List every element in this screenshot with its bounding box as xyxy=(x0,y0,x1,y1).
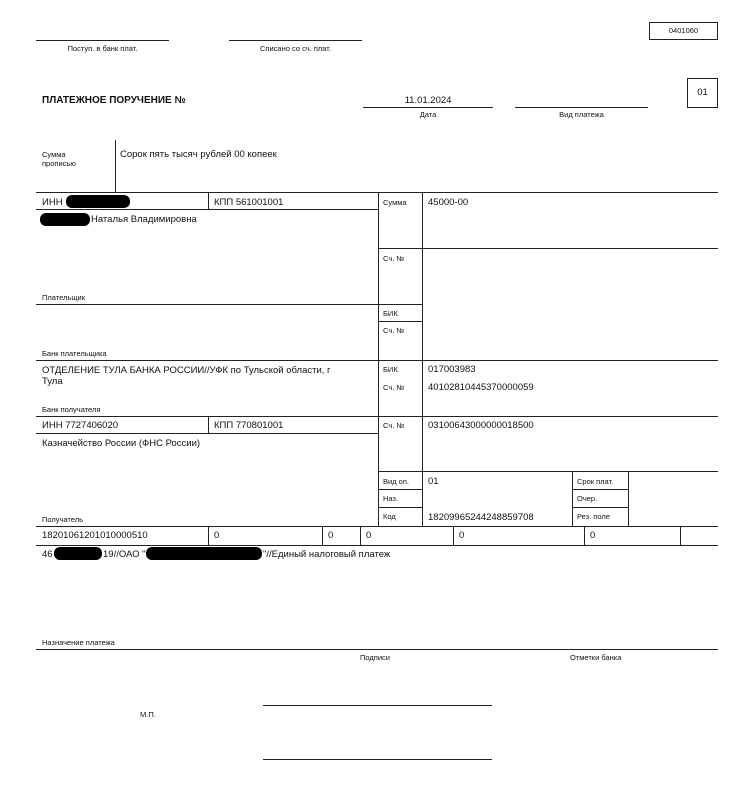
recipient-bank-corr-account: 40102810445370000059 xyxy=(428,382,534,393)
grid-line xyxy=(208,526,209,545)
grid-line xyxy=(628,471,629,526)
op-type-value: 01 xyxy=(428,476,439,487)
redacted-purpose-1 xyxy=(54,547,102,560)
payer-section-label: Плательщик xyxy=(42,293,85,302)
recipient-bank-name-2: Тула xyxy=(42,376,63,387)
amount-value: 45000-00 xyxy=(428,197,469,208)
grid-line xyxy=(378,489,422,490)
stamp-label: М.П. xyxy=(140,710,156,719)
payer-kpp: КПП 561001001 xyxy=(214,197,284,208)
date-label: Дата xyxy=(419,110,437,119)
grid-line xyxy=(36,304,422,305)
grid-line xyxy=(572,489,628,490)
grid-line xyxy=(36,526,718,527)
grid-line xyxy=(36,433,378,434)
recipient-label: Получатель xyxy=(42,515,83,524)
code-value: 18209965244248859708 xyxy=(428,512,534,523)
grid-line xyxy=(36,649,718,650)
recipient-bank-label: Банк получателя xyxy=(42,405,101,414)
grid-line xyxy=(572,471,573,526)
grid-line xyxy=(422,192,423,526)
status-code: 01 xyxy=(697,87,708,98)
recipient-account: 03100643000000018500 xyxy=(428,420,534,431)
grid-line xyxy=(584,526,585,545)
amount-words-label-1: Сумма xyxy=(42,150,66,159)
op-type-label: Вид оп. xyxy=(383,477,409,486)
recipient-bank-account-label: Сч. № xyxy=(383,383,405,392)
tax-field-basis: 0 xyxy=(328,530,334,541)
payer-bank-label: Банк плательщика xyxy=(42,349,107,358)
grid-line xyxy=(36,360,718,361)
redacted-payer-surname xyxy=(40,213,90,226)
signature-line-2 xyxy=(263,759,492,760)
payer-inn-label: ИНН xyxy=(42,197,63,208)
recipient-bank-name-1: ОТДЕЛЕНИЕ ТУЛА БАНКА РОССИИ//УФК по Тульской области, г xyxy=(42,365,331,376)
purpose-code-label: Наз. xyxy=(383,494,399,503)
amount-words-divider xyxy=(115,140,116,192)
grid-line xyxy=(572,507,628,508)
payer-name: Наталья Владимировна xyxy=(91,214,197,225)
grid-line xyxy=(378,248,718,249)
tax-field-kbk: 18201061201010000510 xyxy=(42,530,148,541)
tax-field-period: 0 xyxy=(366,530,372,541)
grid-line xyxy=(453,526,454,545)
payment-type-label: Вид платежа xyxy=(559,110,604,119)
recipient-name: Казначейство России (ФНС России) xyxy=(42,438,201,449)
date-line xyxy=(363,107,493,108)
tax-field-doc-no: 0 xyxy=(459,530,465,541)
order-label: Очер. xyxy=(577,494,598,503)
recipient-bank-bik: 017003983 xyxy=(428,364,476,375)
grid-line xyxy=(378,507,422,508)
recipient-bank-bik-label: БИК xyxy=(383,365,398,374)
date-value: 11.01.2024 xyxy=(404,95,452,106)
grid-line xyxy=(360,526,361,545)
grid-line xyxy=(378,192,379,526)
tax-field-oktmo: 0 xyxy=(214,530,220,541)
redacted-purpose-2 xyxy=(146,547,262,560)
amount-words-value: Сорок пять тысяч рублей 00 копеек xyxy=(120,149,277,160)
payment-type-line xyxy=(515,107,648,108)
debited-line xyxy=(229,40,362,41)
purpose-mid: 19//ОАО " xyxy=(103,549,146,560)
grid-line xyxy=(36,192,718,193)
grid-line xyxy=(36,416,718,417)
signature-line-1 xyxy=(263,705,492,706)
payer-bank-account-label: Сч. № xyxy=(383,326,405,335)
grid-line xyxy=(378,321,422,322)
due-date-label: Срок плат. xyxy=(577,477,614,486)
grid-line xyxy=(322,526,323,545)
grid-line xyxy=(378,471,718,472)
purpose-prefix: 46 xyxy=(42,549,53,560)
grid-line xyxy=(208,192,209,209)
received-label: Поступ. в банк плат. xyxy=(67,44,138,53)
grid-line xyxy=(680,526,681,545)
redacted-payer-inn xyxy=(66,195,130,208)
recipient-account-label: Сч. № xyxy=(383,421,405,430)
grid-line xyxy=(208,416,209,433)
bank-marks-label: Отметки банка xyxy=(570,653,622,662)
code-label: Код xyxy=(383,512,396,521)
reserve-label: Рез. поле xyxy=(577,512,610,521)
document-title: ПЛАТЕЖНОЕ ПОРУЧЕНИЕ № xyxy=(42,95,186,106)
received-line xyxy=(36,40,169,41)
purpose-label: Назначение платежа xyxy=(42,638,115,647)
form-code: 0401060 xyxy=(668,26,699,35)
signatures-label: Подписи xyxy=(360,653,390,662)
debited-label: Списано со сч. плат. xyxy=(260,44,331,53)
grid-line xyxy=(36,209,378,210)
purpose-tail: "//Единый налоговый платеж xyxy=(263,549,391,560)
recipient-kpp: КПП 770801001 xyxy=(214,420,284,431)
payer-bank-bik-label: БИК xyxy=(383,309,398,318)
payer-account-label: Сч. № xyxy=(383,254,405,263)
amount-label: Сумма xyxy=(383,198,407,207)
tax-field-doc-date: 0 xyxy=(590,530,596,541)
grid-line xyxy=(36,545,718,546)
amount-words-label-2: прописью xyxy=(42,159,76,168)
recipient-inn: ИНН 7727406020 xyxy=(42,420,119,431)
